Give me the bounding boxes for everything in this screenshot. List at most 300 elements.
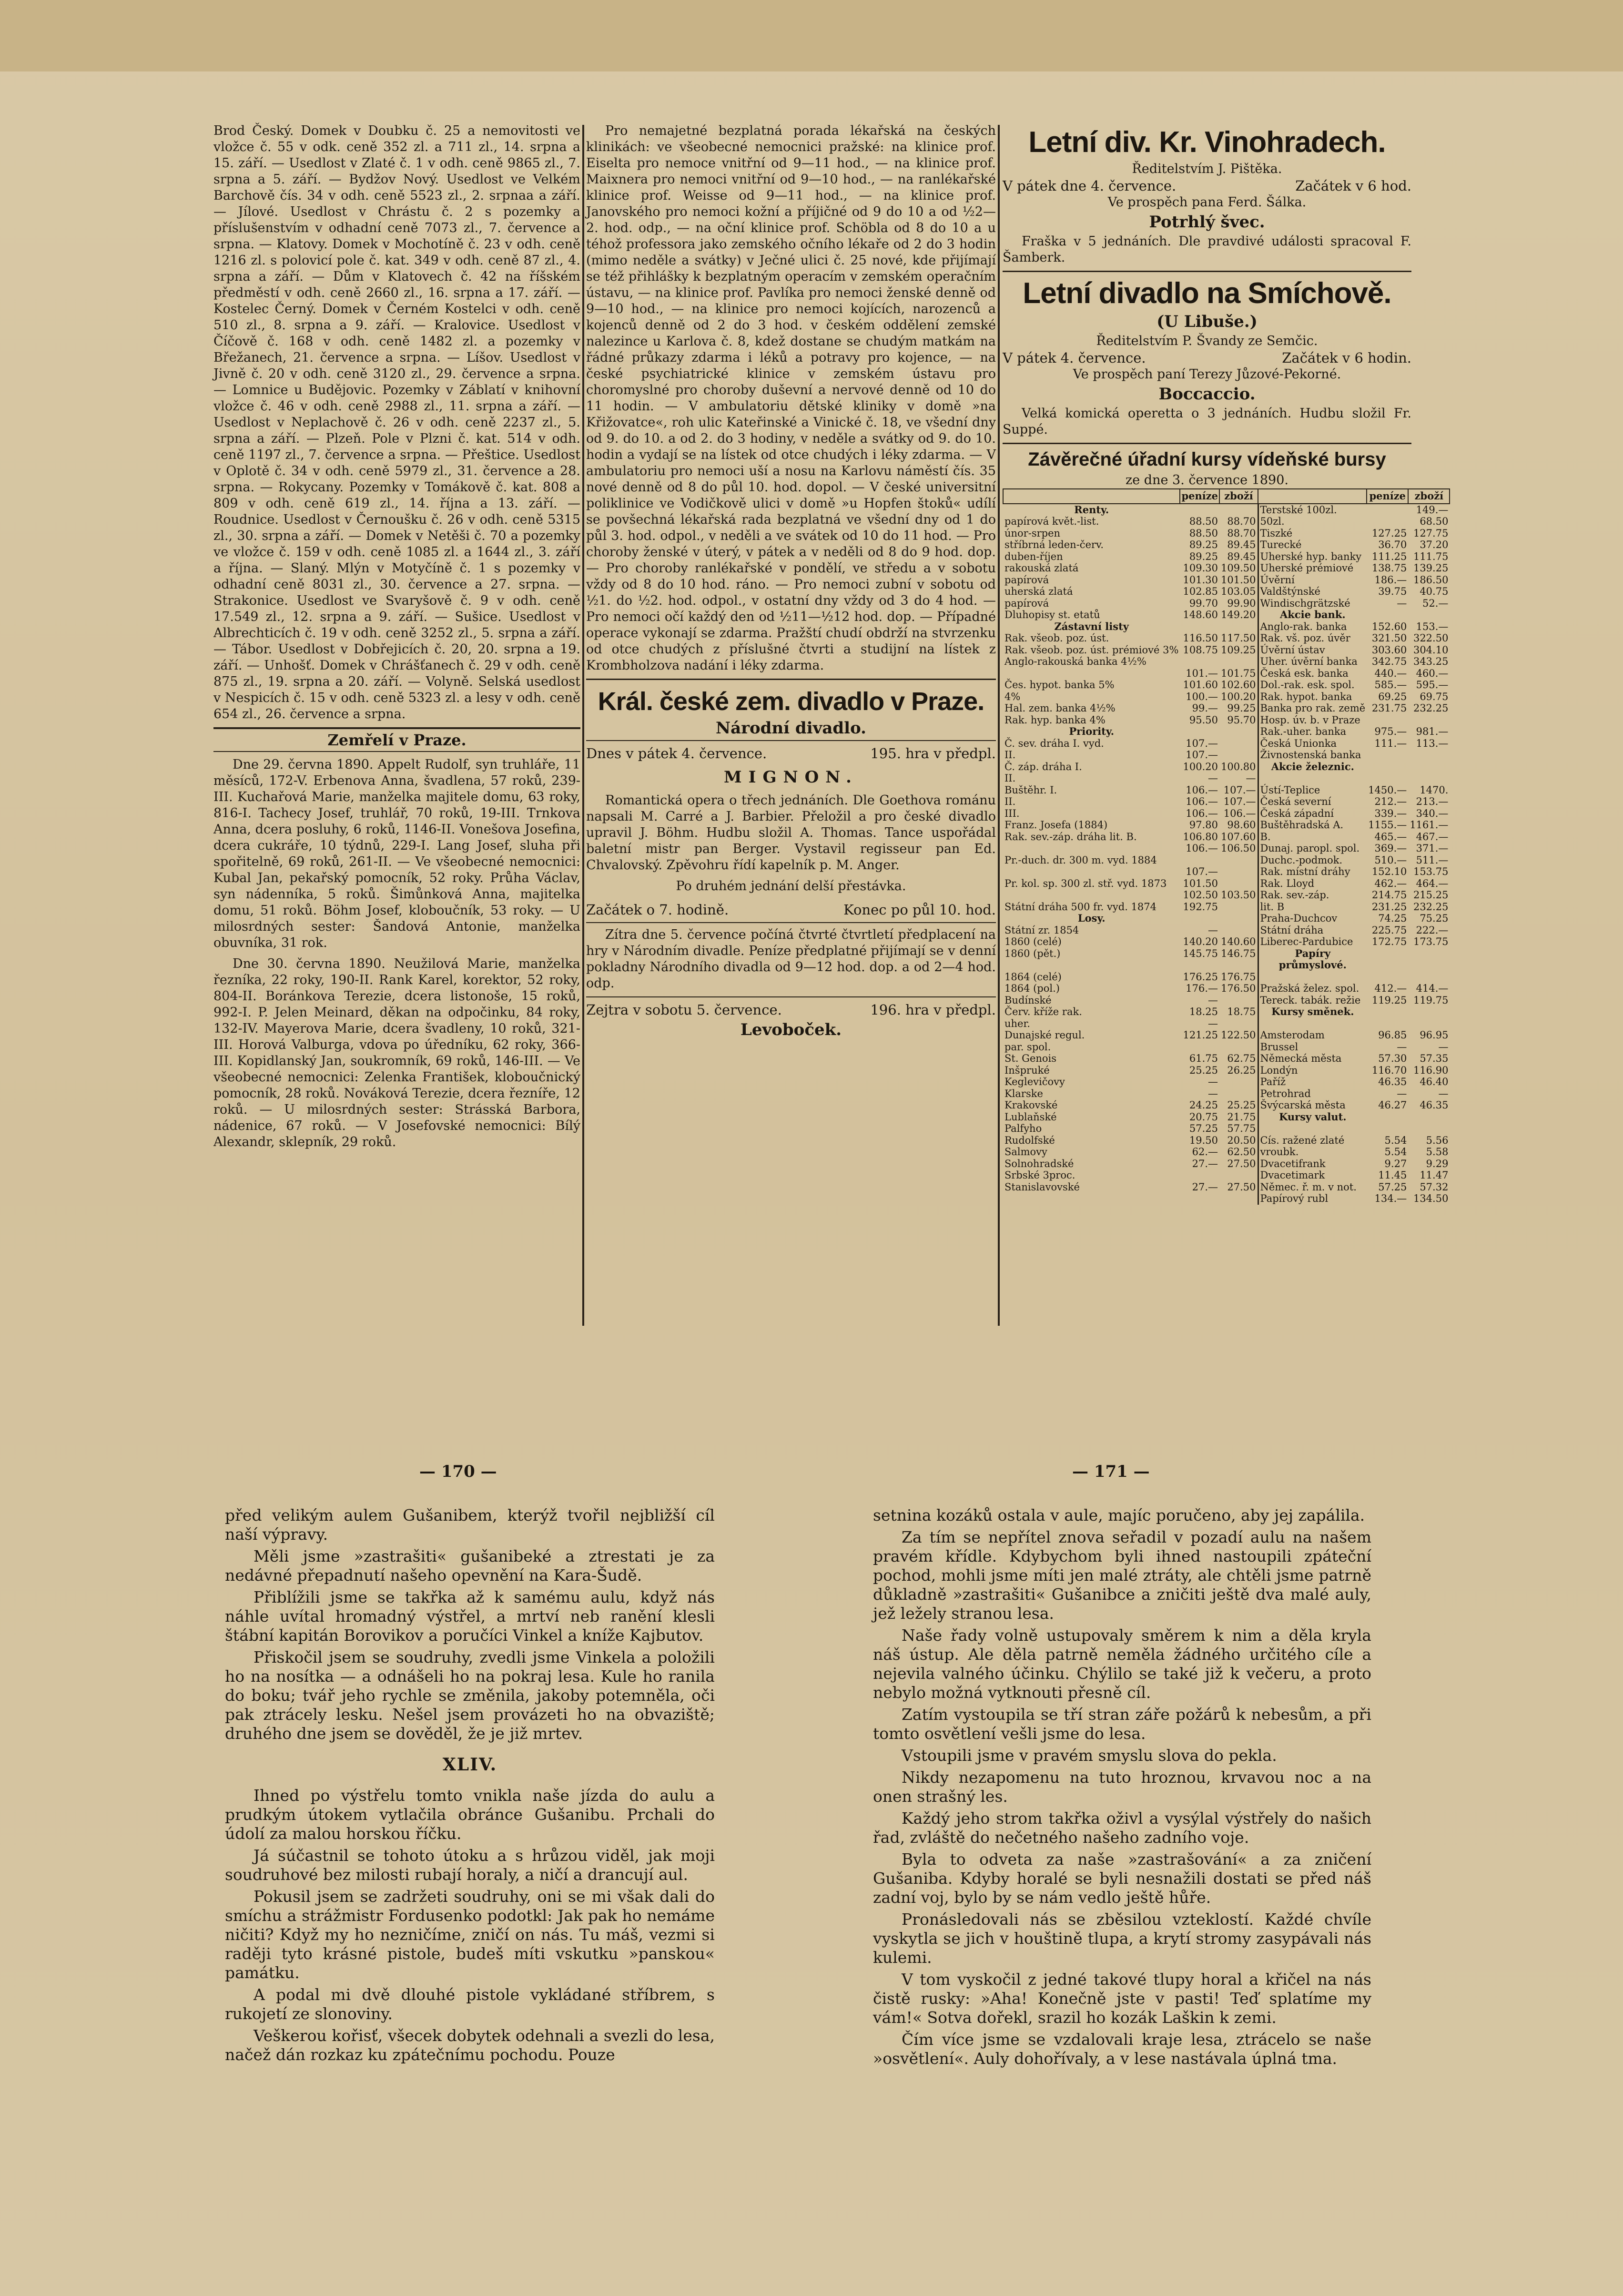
bourse-money-value: 1155.— <box>1368 819 1407 831</box>
bourse-row <box>1003 1135 1450 1147</box>
bourse-money-value: 186.— <box>1374 574 1407 586</box>
right-column <box>1003 123 1449 1205</box>
bourse-money-value: 152.60 <box>1371 620 1407 632</box>
smichov-play: Boccaccio. <box>1158 385 1256 404</box>
bourse-money-value: 107.— <box>1186 737 1218 749</box>
bourse-money-value: 138.75 <box>1371 562 1407 574</box>
story-paragraph: A podal mi dvě dlouhé pistole vykládané stříbrem, s rukojetí ze slonoviny. <box>225 1985 715 2023</box>
auction-notices: Brod Český. Domek v Doubku č. 25 a nemovitosti ve vložce č. 55 v odk. ceně 352 zl. a 711 zl., 14. srpna a 15. září. — Usedlost v Zlaté č. 1 v odh. ceně 9865 zl., 7. srpna a 5. září. — Bydžov Nový. Usedlost ve Velkém Barchově čís. 34 v odh. ceně 5523 zl., 2. srpnaa a září. — Jílové. Usedlost v Chrástu č. 2 s pozemky a příslušenstvím v odhadní ceně 7073 zl., 7. července a srpna. — Klatovy. Domek v Mochotíně č. 23 v odh. ceně 1216 zl. s polovicí pole č. kat. 349 v odh. ceně 87 zl., 4. srpna a září. — Dům v Klatovech č. 42 na říšském předměstí v odh. ceně 2660 zl., 16. srpna a 17. září. — Kostelec Černý. Domek v Černém Kostelci v odh. ceně 510 zl., 8. srpna a 9. září. — Kralovice. Usedlost v Číčově č. 168 v odh. ceně 1482 zl. a pozemky v Břežanech, 21. července a srpna. — Líšov. Usedlost v Jivně č. 20 v odh. ceně 3120 zl., 29. července a srpna. — Lomnice u Budějovic. Pozemky v Záblatí v knihovní vložce č. 46 v odh. ceně 2988 zl., 11. srpna a září. — Usedlost v Neplachově č. 26 v odh. ceně 2237 zl., 5. srpna a září. — Plzeň. Pole v Plzni č. kat. 514 v odh. ceně 1197 zl., 7. července a srpna. — Přeštice. Usedlost v Oplotě č. 34 v odh. ceně 5979 zl., 31. července a 28. srpna. — Rokycany. Pozemky v Tomákově č. kat. 808 a 809 v odh. ceně 619 zl., 14. října a 13. září. — Roudnice. Usedlost v Černoušku č. 26 v odh. ceně 5315 zl., 30. srpna a září. — Domek v Netěši č. 70 a pozemky ve vložce č. 159 v odh. ceně 1085 zl. a 1644 zl., 3. září a října. — Slaný. Mlýn v Motyčíně č. 1 s pozemky v odhadní ceně 8031 zl., 30. července a 27. srpna. — Strakonice. Usedlost ve Svaryšově č. 9 v odh. ceně 17.549 zl., 12. srpna a 9. září. — Sušice. Usedlost v Albrechticích č. 19 v odh. ceně 3252 zl., 5. srpna a září. — Tábor. Usedlost v Dobřejicích č. 20, 20. srpna a 19. září. — Unhošť. Domek v Chrášťanech č. 29 v odh. ceně 875 zl., 19. srpna a 20. září. — Volyně. Selská usedlost v Nespicích č. 15 v odh. ceně 5323 zl. a lesy v odh. ceně 654 zl., 26. července a srpna. <box>213 123 580 721</box>
bourse-money-value: 99.70 <box>1189 597 1218 609</box>
bourse-row <box>1003 1029 1450 1041</box>
bourse-money-value: 192.75 <box>1183 901 1218 913</box>
bourse-money-value: 975.— <box>1374 726 1407 737</box>
bourse-money-value: 5.54 <box>1384 1146 1407 1158</box>
bourse-money-value: 108.75 <box>1183 644 1218 656</box>
bourse-goods-value: 68.50 <box>1420 516 1449 527</box>
bourse-money-value: 100.20 <box>1183 761 1218 772</box>
bourse-goods-value <box>1219 995 1258 1006</box>
bourse-security-name: Rak. všeob. poz. úst. <box>1004 632 1109 644</box>
bourse-row <box>1003 539 1450 551</box>
bourse-money-value: 152.10 <box>1371 866 1407 877</box>
tomorrow-subscription: 196. hra v předpl. <box>870 1002 996 1018</box>
bourse-goods-value <box>1219 738 1258 750</box>
bourse-security-name: Úvěrní ústav <box>1260 644 1325 656</box>
bourse-security-name: lit. B <box>1260 901 1285 913</box>
tomorrow-line <box>586 1001 996 1018</box>
bourse-goods-value <box>1219 924 1258 936</box>
vinohrady-start: Začátek v 6 hod. <box>1295 178 1411 194</box>
bourse-money-value: 111.— <box>1374 737 1407 749</box>
bourse-money-value: — <box>1397 1087 1407 1099</box>
bourse-money-value: 101.30 <box>1183 574 1218 586</box>
bourse-money-value: 462.— <box>1374 877 1407 889</box>
bourse-goods-value: 134.50 <box>1413 1193 1449 1204</box>
bourse-goods-value: 57.75 <box>1219 1123 1258 1135</box>
bourse-row <box>1003 1088 1450 1100</box>
bourse-security-name: Brussel <box>1260 1041 1298 1053</box>
bourse-row <box>1003 668 1450 680</box>
story-paragraph: Čím více jsme se vzdalovali kraje lesa, ztrácelo se naše »osvětlení«. Auly dohořívaly, a v lese nastávala úplná tma. <box>873 2030 1371 2068</box>
bourse-money-value <box>1180 913 1219 924</box>
bourse-security-name: Klarske <box>1004 1087 1043 1099</box>
bourse-row <box>1003 784 1450 796</box>
bourse-money-value: 212.— <box>1374 796 1407 807</box>
bourse-goods-value: 467.— <box>1416 831 1449 843</box>
bourse-goods-value <box>1219 878 1258 890</box>
bourse-money-value: 88.50 <box>1189 516 1218 527</box>
divider <box>586 996 996 997</box>
bourse-security-name: Uherské hyp. banky <box>1260 550 1362 562</box>
deaths-day-1: Dne 29. června 1890. Appelt Rudolf, syn truhláře, 11 měsíců, 172-V. Erbenova Anna, švadlena, 57 roků, 239-III. Kuchařová Marie, manželka majitele domu, 63 roky, 816-I. Tachecy Josef, truhlář, 70 roků, 19-III. Trnkova Anna, dcera posluhy, 6 roků, 1146-II. Vonešova Josefina, dcera cukráře, 10 týdnů, 229-I. Lang Josef, sluha při spořitelně, 69 roků, 261-II. — Ve všeobecné nemocnici: Kubal Jan, pekařský pomocník, 52 roky. Průha Václav, syn nádenníka, 5 roků. Šimůnková Anna, majitelka domu, 51 roků. Böhm Josef, kloboučník, 53 roky. — U milosrdných sester: Šandová Antonie, manželka obuvníka, 31 rok. <box>213 757 580 950</box>
bourse-security-name: Němec. ř. m. v not. <box>1260 1181 1357 1193</box>
bourse-security-name: Dunajské regul. <box>1004 1029 1085 1041</box>
bourse-goods-value <box>1408 1006 1450 1018</box>
bourse-goods-value: 99.90 <box>1219 598 1258 610</box>
bourse-goods-value: 102.60 <box>1219 679 1258 691</box>
column-rule-2 <box>998 125 1000 1326</box>
today-date: Dnes v pátek 4. července. <box>586 745 767 762</box>
bourse-goods-value: 99.25 <box>1219 702 1258 714</box>
divider <box>1003 271 1411 272</box>
bourse-row <box>1003 1065 1450 1077</box>
bourse-goods-value: 5.58 <box>1426 1146 1449 1158</box>
bourse-row <box>1003 1111 1450 1123</box>
bourse-goods-value: 75.25 <box>1420 913 1449 924</box>
bourse-money-value: 369.— <box>1374 843 1407 854</box>
story-paragraph: Za tím se nepřítel znova seřadil v pozadí aulu na našem pravém křídle. Kdybychom byli ihned nastoupili zpáteční pochod, mohli jsme míti jen malé ztráty, ale chtěli jsme patrně důkladně »zastrašiti« Gušanibce a zničiti ještě dva malé auly, jež ležely stranou lesa. <box>873 1528 1371 1623</box>
bourse-row <box>1003 1146 1450 1158</box>
bourse-money-value: 116.70 <box>1371 1064 1407 1076</box>
bourse-money-value: 465.— <box>1374 831 1407 843</box>
bourse-goods-value: 149.20 <box>1219 609 1258 621</box>
bourse-money-value: 39.75 <box>1378 586 1407 597</box>
bourse-goods-value: 119.75 <box>1413 994 1449 1006</box>
bourse-goods-value <box>1219 1041 1258 1053</box>
bourse-security-name <box>1258 1123 1367 1135</box>
bourse-security-name: Lublaňské <box>1004 1111 1057 1123</box>
bourse-row <box>1003 772 1450 784</box>
bourse-row <box>1003 1123 1450 1135</box>
bourse-security-name: Živnostenská banka <box>1260 749 1361 761</box>
bourse-goods-value: 62.50 <box>1219 1146 1258 1158</box>
bourse-goods-value: 111.75 <box>1413 550 1449 562</box>
bourse-security-name: Tiszké <box>1260 527 1293 539</box>
bourse-goods-value: 20.50 <box>1219 1135 1258 1147</box>
bourse-money-value: 148.60 <box>1183 609 1218 620</box>
bourse-security-name: Dol.-rak. esk. spol. <box>1260 679 1355 691</box>
bourse-goods-value <box>1219 656 1258 668</box>
bourse-goods-value <box>1408 1018 1450 1030</box>
bourse-goods-value: 103.05 <box>1219 586 1258 598</box>
bourse-money-value: 134.— <box>1374 1193 1407 1204</box>
col-money-2: peníze <box>1367 489 1408 504</box>
bourse-security-name: Dvacetifrank <box>1260 1158 1326 1169</box>
bourse-money-value: 102.50 <box>1183 889 1218 901</box>
bourse-goods-value: 139.25 <box>1413 562 1449 574</box>
bourse-row <box>1003 831 1450 843</box>
bourse-goods-value: 173.75 <box>1413 936 1449 947</box>
bourse-money-value: — <box>1208 994 1218 1006</box>
bourse-security-name: Dvacetimark <box>1260 1169 1325 1181</box>
bourse-goods-value: 62.75 <box>1219 1053 1258 1065</box>
bourse-money-value: 95.50 <box>1189 714 1218 726</box>
col-name-2 <box>1258 489 1367 504</box>
bourse-security-name <box>1003 866 1180 878</box>
bourse-security-name: Krakovské <box>1004 1099 1058 1111</box>
bourse-money-value: 510.— <box>1374 854 1407 866</box>
bourse-goods-value <box>1219 901 1258 913</box>
bourse-goods-value <box>1408 772 1450 784</box>
bourse-header-row <box>1003 489 1450 504</box>
bourse-goods-value: 222.— <box>1416 924 1449 936</box>
bourse-goods-value: 107.— <box>1219 784 1258 796</box>
bourse-money-value <box>1367 714 1408 726</box>
bourse-goods-value: 304.10 <box>1413 644 1449 656</box>
bourse-goods-value <box>1219 749 1258 761</box>
bourse-goods-value <box>1219 913 1258 924</box>
bourse-row <box>1003 691 1450 703</box>
bourse-goods-value: 109.50 <box>1219 562 1258 574</box>
bourse-row <box>1003 761 1450 773</box>
start-line <box>586 901 996 918</box>
bourse-goods-value: 98.60 <box>1219 819 1258 831</box>
bourse-security-name: Státní dráha 500 fr. vyd. 1874 <box>1004 901 1156 913</box>
bourse-goods-value: 511.— <box>1416 854 1449 866</box>
bourse-money-value: — <box>1208 1017 1218 1029</box>
bourse-goods-value: 343.25 <box>1413 656 1449 667</box>
bourse-row <box>1003 749 1450 761</box>
bourse-security-name: Česká západní <box>1260 807 1334 819</box>
bourse-money-value: — <box>1397 597 1407 609</box>
bourse-security-name: Papíry průmyslové. <box>1278 947 1347 971</box>
bourse-row <box>1003 1193 1450 1205</box>
deaths-day-2: Dne 30. června 1890. Neužilová Marie, manželka řezníka, 22 roky, 190-II. Rank Karel, korektor, 52 roky, 804-II. Boránkova Terezie, dcera listonoše, 15 roků, 992-I. P. Jelen Meinard, děkan na odpočinku, 84 roky, 132-IV. Mayerova Marie, dcera švadleny, 10 roků, 321-III. Horová Valburga, vdova po úředníku, 62 roky, 366-III. Kopidlanský Jan, soukromník, 69 roků, 146-III. — Ve všeobecné nemocnici: Zelenka František, kloboučnický pomocník, 28 roků. Nováková Terezie, dcera řezníře, 12 roků. — U milosrdných sester: Strásská Barbora, nádenice, 67 roků. — V Josefovské nemocnici: Bílý Alexandr, sklepník, 29 roků. <box>213 956 580 1149</box>
smichov-desc: Velká komická operetta o 3 jednáních. Hudbu složil Fr. Suppé. <box>1003 406 1411 437</box>
bourse-goods-value: 101.75 <box>1219 668 1258 680</box>
bourse-security-name: Paříž <box>1260 1076 1286 1087</box>
bourse-goods-value <box>1408 971 1450 983</box>
bourse-security-name: Rudolfské <box>1004 1134 1055 1146</box>
bourse-goods-value: 5.56 <box>1426 1134 1449 1146</box>
bourse-security-name <box>1003 843 1180 854</box>
bourse-security-name: Cís. ražené zlaté <box>1260 1134 1345 1146</box>
bourse-goods-value: 127.75 <box>1413 527 1449 539</box>
bourse-security-name: 50zl. <box>1260 516 1285 527</box>
bourse-security-name <box>1258 971 1367 983</box>
bourse-money-value: 19.50 <box>1189 1134 1218 1146</box>
bourse-security-name: Zástavní listy <box>1054 620 1129 632</box>
bourse-security-name: Inšpruké <box>1004 1064 1050 1076</box>
smichov-benefit: Ve prospěch paní Terezy Jůzové-Pekorné. <box>1073 367 1341 382</box>
bourse-security-name: rakouská zlatá <box>1004 562 1079 574</box>
bourse-row <box>1003 1006 1450 1018</box>
bourse-goods-value: 117.50 <box>1219 632 1258 644</box>
divider <box>586 740 996 741</box>
bourse-row <box>1003 866 1450 878</box>
bourse-money-value: 74.25 <box>1378 913 1407 924</box>
bourse-goods-value: 106.— <box>1219 808 1258 820</box>
bourse-security-name: Rak. sev.-záp. <box>1260 889 1329 901</box>
bourse-security-name: Duchc.-podmok. <box>1260 854 1343 866</box>
bourse-goods-value: 100.20 <box>1219 691 1258 703</box>
bourse-goods-value: 464.— <box>1416 877 1449 889</box>
bourse-goods-value: 46.40 <box>1420 1076 1449 1087</box>
bourse-security-name: II. <box>1004 796 1016 807</box>
bourse-security-name: Franz. Josefa (1884) <box>1004 819 1108 831</box>
bourse-money-value: 101.— <box>1186 667 1218 679</box>
column-rule-1 <box>582 125 584 1326</box>
bourse-money-value: 101.60 <box>1183 679 1218 691</box>
divider <box>586 922 996 923</box>
bourse-goods-value <box>1219 1193 1258 1205</box>
bourse-goods-value: 107.60 <box>1219 831 1258 843</box>
bourse-row <box>1003 644 1450 656</box>
bourse-money-value: 101.50 <box>1183 877 1218 889</box>
bourse-row <box>1003 656 1450 668</box>
bourse-security-name: Červ. kříže rak. <box>1004 1006 1082 1017</box>
bourse-goods-value: 232.25 <box>1413 702 1449 714</box>
bourse-row <box>1003 738 1450 750</box>
bourse-security-name: 4% <box>1004 691 1021 702</box>
col-money: peníze <box>1180 489 1219 504</box>
bourse-security-name: II. <box>1004 749 1016 761</box>
bourse-security-name: Ústí-Teplice <box>1260 784 1320 796</box>
bourse-goods-value <box>1219 1169 1258 1181</box>
bourse-money-value <box>1367 1006 1408 1018</box>
bourse-security-name: Srbské 3proc. <box>1004 1169 1075 1181</box>
bourse-goods-value <box>1408 761 1450 773</box>
bourse-security-name: Státní dráha <box>1260 924 1324 936</box>
bourse-goods-value: 96.95 <box>1420 1029 1449 1041</box>
story-paragraph: Vstoupili jsme v pravém smyslu slova do pekla. <box>902 1746 1277 1765</box>
bourse-money-value <box>1367 749 1408 761</box>
bourse-money-value <box>1180 504 1219 516</box>
bourse-goods-value <box>1219 1076 1258 1088</box>
bourse-money-value: 119.25 <box>1371 994 1407 1006</box>
bourse-goods-value: 213.— <box>1416 796 1449 807</box>
bourse-security-name: Rak. vš. poz. úvěr <box>1260 632 1350 644</box>
smichov-day: V pátek 4. července. <box>1003 350 1146 366</box>
vinohrady-benefit: Ve prospěch pana Ferd. Šálka. <box>1107 195 1307 210</box>
bourse-money-value: 46.27 <box>1378 1099 1407 1111</box>
bourse-money-value: 57.30 <box>1378 1053 1407 1064</box>
bourse-money-value <box>1180 854 1219 866</box>
bourse-security-name: Petrohrad <box>1260 1087 1311 1099</box>
bourse-goods-value: — <box>1438 1087 1449 1099</box>
bourse-money-value: 102.85 <box>1183 586 1218 597</box>
bourse-security-name: 1860 (pět.) <box>1004 947 1061 959</box>
bourse-goods-value: 340.— <box>1416 807 1449 819</box>
bourse-goods-value: 371.— <box>1416 843 1449 854</box>
bourse-money-value: 27.— <box>1192 1181 1218 1193</box>
bourse-goods-value: 122.50 <box>1219 1029 1258 1041</box>
bourse-money-value: 25.25 <box>1189 1064 1218 1076</box>
bourse-security-name: Tereck. tabák. režie <box>1260 994 1361 1006</box>
bourse-goods-value: 176.75 <box>1219 971 1258 983</box>
bourse-money-value: 9.27 <box>1384 1158 1407 1169</box>
bourse-money-value: 303.60 <box>1371 644 1407 656</box>
story-paragraph: Nikdy nezapomenu na tuto hroznou, krvavou noc a na onen strašný les. <box>873 1768 1371 1806</box>
bourse-security-name: B. <box>1260 831 1271 843</box>
story-paragraph: Pronásledovali nás se zběsilou vzteklostí. Každé chvíle vyskytla se jich v houštině tlupa, a krytí stromy zasypávali nás kulemi. <box>873 1910 1371 1967</box>
bourse-money-value: 69.25 <box>1378 691 1407 702</box>
bourse-goods-value: 57.32 <box>1420 1181 1449 1193</box>
bourse-money-value <box>1367 504 1408 516</box>
story-paragraph: před velikým aulem Gušanibem, kterýž tvořil nejbližší cíl naší výpravy. <box>225 1506 715 1544</box>
bourse-money-value: 111.25 <box>1371 550 1407 562</box>
today-line <box>586 745 996 762</box>
bourse-security-name: Terstské 100zl. <box>1260 504 1337 516</box>
tomorrow-date: Zejtra v sobotu 5. července. <box>586 1002 782 1018</box>
bourse-money-value <box>1180 656 1219 668</box>
bourse-security-name: Akcie bank. <box>1280 609 1346 620</box>
bourse-goods-value: 322.50 <box>1413 632 1449 644</box>
bourse-row <box>1003 586 1450 598</box>
bourse-security-name: papírová květ.-list. <box>1004 516 1099 527</box>
play-title: MIGNON. <box>723 768 858 787</box>
bourse-goods-value: 89.45 <box>1219 551 1258 563</box>
bourse-row <box>1003 621 1450 633</box>
bourse-security-name: Uherské prémiové <box>1260 562 1354 574</box>
bourse-goods-value: 37.20 <box>1420 539 1449 550</box>
bourse-money-value: 585.— <box>1374 679 1407 691</box>
bourse-money-value: 27.— <box>1192 1158 1218 1169</box>
bourse-security-name: Losy. <box>1077 912 1106 924</box>
bourse-money-value: 225.75 <box>1371 924 1407 936</box>
bourse-money-value: 24.25 <box>1189 1099 1218 1111</box>
bourse-row <box>1003 679 1450 691</box>
bourse-goods-value <box>1219 726 1258 738</box>
bourse-money-value <box>1367 1111 1408 1123</box>
bourse-security-name: Liberec-Pardubice <box>1260 936 1353 947</box>
bourse-security-name: únor-srpen <box>1004 527 1061 539</box>
bourse-money-value: 57.25 <box>1378 1181 1407 1193</box>
bourse-goods-value: 27.50 <box>1219 1158 1258 1170</box>
bourse-security-name: papírová <box>1004 574 1049 586</box>
bourse-date: ze dne 3. července 1890. <box>1126 473 1288 488</box>
bourse-security-name: uher. <box>1004 1017 1030 1029</box>
bourse-security-name: Rak. hypot. banka <box>1260 691 1352 702</box>
bourse-money-value: — <box>1208 772 1218 784</box>
bourse-security-name <box>1003 889 1180 901</box>
col-goods-2: zboží <box>1408 489 1450 504</box>
bourse-row <box>1003 819 1450 831</box>
bourse-security-name: Rak. všeob. poz. úst. prémiové 3% <box>1004 644 1179 656</box>
bourse-security-name: Č. záp. dráha I. <box>1004 761 1082 772</box>
subscription-notice: Zítra dne 5. července počíná čtvrté čtvrtletí předplacení na hry v Národním divadle. Peníze předplatné přijímají se v denní pokladny Národního divadla od 9—12 hod. dop. a od 2—4 hod. odp. <box>586 927 996 991</box>
bourse-security-name: Dunaj. paropl. spol. <box>1260 843 1360 854</box>
smichov-theatre-title: Letní divadlo na Smíchově. <box>1023 277 1391 310</box>
top-scan-edge <box>0 0 1623 71</box>
bourse-goods-value: 9.29 <box>1426 1158 1449 1169</box>
bourse-money-value: 106.— <box>1186 807 1218 819</box>
bourse-row <box>1003 983 1450 995</box>
bourse-money-value: 176.— <box>1186 983 1218 994</box>
vinohrady-day: V pátek dne 4. července. <box>1003 178 1177 194</box>
bourse-security-name: 1864 (pol.) <box>1004 983 1060 994</box>
bourse-money-value: 107.— <box>1186 749 1218 761</box>
bourse-security-name: Č. sev. dráha I. vyd. <box>1004 737 1104 749</box>
bourse-money-value: 62.— <box>1192 1146 1218 1158</box>
bourse-security-name <box>1003 668 1180 680</box>
bourse-goods-value: 25.25 <box>1219 1099 1258 1111</box>
bourse-money-value: 89.25 <box>1189 539 1218 550</box>
bourse-money-value: 145.75 <box>1183 947 1218 959</box>
bourse-money-value <box>1180 621 1219 633</box>
bourse-money-value: 342.75 <box>1371 656 1407 667</box>
bourse-security-name: Praha-Duchcov <box>1260 913 1338 924</box>
bourse-title: Závěrečné úřadní kursy vídeňské bursy <box>1028 449 1386 470</box>
bourse-money-value: 231.25 <box>1371 901 1407 913</box>
bourse-money-value <box>1367 948 1408 971</box>
bourse-security-name: Hosp. úv. b. v Praze <box>1260 714 1360 726</box>
national-theatre-title: Král. české zem. divadlo v Praze. <box>598 687 984 716</box>
bourse-security-name: Buštěhr. I. <box>1004 784 1057 796</box>
story-right-page <box>873 1506 1371 2071</box>
bourse-row <box>1003 1018 1450 1030</box>
bourse-row <box>1003 609 1450 621</box>
bourse-money-value: 172.75 <box>1371 936 1407 947</box>
story-paragraph: Naše řady volně ustupovaly směrem k nim a děla kryla náš ústup. Ale děla patrně neměla žádného určitého cíle a nejevila valného účinku. Chýlilo se také již k večeru, a proto nebylo možná vytknouti přesně cíl. <box>873 1626 1371 1702</box>
bourse-goods-value: 146.75 <box>1219 948 1258 971</box>
bourse-security-name: Kursy směnek. <box>1271 1006 1354 1017</box>
vinohrady-play: Potrhlý švec. <box>1149 213 1265 232</box>
bourse-goods-value: — <box>1438 1041 1449 1053</box>
story-paragraph: Ihned po výstřelu tomto vnikla naše jízda do aulu a prudkým útokem vytlačila obránce Gušanibu. Prchali do údolí za malou horskou říčku. <box>225 1786 715 1843</box>
start-time: Začátek o 7. hodině. <box>586 902 729 918</box>
bourse-security-name: Papírový rubl <box>1260 1193 1329 1204</box>
bourse-security-name: Státní zr. 1854 <box>1004 924 1079 936</box>
divider <box>1003 443 1411 444</box>
bourse-row <box>1003 574 1450 586</box>
bourse-security-name: Budínské <box>1004 994 1052 1006</box>
tomorrow-play: Levoboček. <box>740 1020 842 1039</box>
bourse-row <box>1003 1053 1450 1065</box>
bourse-goods-value: 52.— <box>1422 597 1449 609</box>
bourse-goods-value: 109.25 <box>1219 644 1258 656</box>
bourse-security-name <box>1003 1193 1180 1205</box>
bourse-row <box>1003 878 1450 890</box>
bourse-goods-value: 186.50 <box>1413 574 1449 586</box>
bourse-row <box>1003 796 1450 808</box>
bourse-money-value: 99.— <box>1192 702 1218 714</box>
bourse-goods-value: 460.— <box>1416 667 1449 679</box>
bourse-security-name: St. Genois <box>1004 1053 1057 1064</box>
bourse-security-name: Rak. sev.-záp. dráha lit. B. <box>1004 831 1137 843</box>
bourse-security-name: Hal. zem. banka 4½% <box>1004 702 1116 714</box>
bourse-row <box>1003 504 1450 516</box>
bourse-goods-value: 414.— <box>1416 983 1449 994</box>
